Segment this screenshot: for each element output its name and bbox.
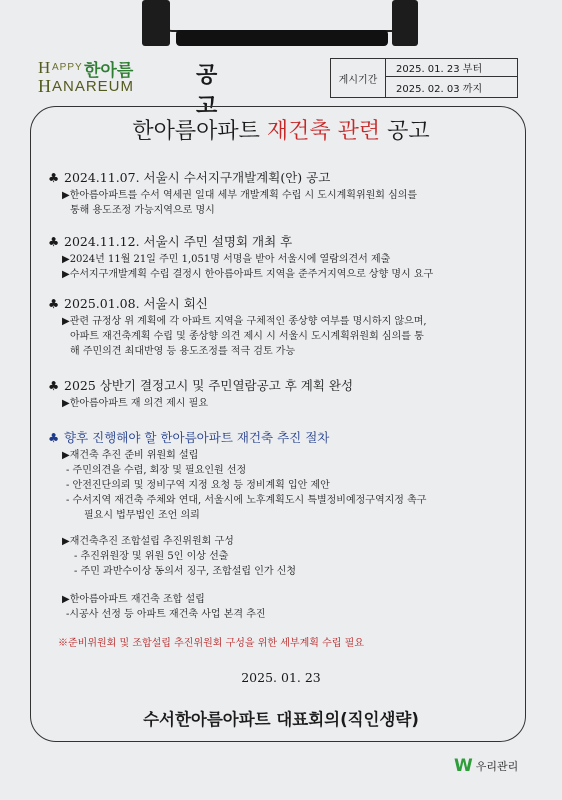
logo-english-text: ANAREUM bbox=[52, 78, 135, 95]
section-heading-text: 2024.11.07. 서울시 수서지구개발계획(안) 공고 bbox=[64, 170, 331, 185]
procedure-line: - 수서지역 재건축 주체와 연대, 서울시에 노후계획도시 특별정비예정구역지정 촉구 bbox=[66, 495, 427, 506]
section-heading bbox=[48, 376, 528, 394]
section-heading bbox=[48, 232, 528, 250]
section-2 bbox=[48, 232, 528, 282]
procedure-line: - 주민 과반수이상 동의서 징구, 조합설립 인가 신청 bbox=[74, 566, 297, 577]
section-heading-text: 2024.11.12. 서울시 주민 설명회 개최 후 bbox=[64, 234, 293, 249]
woori-logo-icon: W bbox=[454, 756, 473, 776]
procedure-group-3 bbox=[48, 592, 528, 622]
logo-korean-text: 한아름 bbox=[84, 61, 134, 81]
procedure-line: ▶재건축추진 조합설립 추진위원회 구성 bbox=[62, 536, 234, 547]
section-heading bbox=[48, 168, 528, 186]
procedure-note bbox=[48, 636, 528, 651]
section-3 bbox=[48, 294, 528, 359]
section-heading-text: 2025 상반기 결정고시 및 주민열람공고 후 계획 완성 bbox=[64, 378, 354, 393]
club-icon: ♣ bbox=[48, 296, 60, 311]
section-line: ▶관련 규정상 위 계획에 각 아파트 지역을 구체적인 종상향 여부를 명시하지 않으며, bbox=[62, 316, 427, 327]
footer-brand-text: 우리관리 bbox=[475, 760, 519, 773]
procedure-heading-text: 향후 진행해야 할 한아름아파트 재건축 추진 절차 bbox=[64, 430, 330, 445]
posting-end: 2025. 02. 03 까지 bbox=[396, 84, 483, 95]
procedure-line: - 안전진단의뢰 및 정비구역 지정 요청 등 정비계획 입안 제안 bbox=[66, 480, 330, 491]
posting-period-label: 게시기간 bbox=[331, 59, 386, 97]
section-line: ▶한아름아파트를 수서 역세권 일대 세부 개발계획 수립 시 도시계획위원회 심의를 bbox=[62, 190, 418, 201]
hanareum-logo bbox=[40, 56, 160, 100]
binder-clip-bar bbox=[176, 30, 388, 46]
notice-heading: 공 고 bbox=[196, 63, 242, 119]
footer-brand bbox=[454, 756, 518, 776]
section-line: 아파트 재건축계획 수립 및 종상향 의견 제시 시 서울시 도시계획위원회 심의를 통 bbox=[70, 331, 424, 342]
procedure-line: ▶재건축 추진 준비 위원회 설립 bbox=[62, 450, 199, 461]
procedure-line: - 주민의견을 수렴, 회장 및 필요인원 선정 bbox=[66, 465, 247, 476]
procedure-line: -시공사 선정 등 아파트 재건축 사업 본격 추진 bbox=[66, 609, 266, 620]
section-heading-text: 2025.01.08. 서울시 회신 bbox=[64, 296, 208, 311]
binder-clip-wire bbox=[158, 0, 410, 32]
posting-period-table bbox=[330, 58, 518, 98]
club-icon: ♣ bbox=[48, 170, 60, 185]
binder-clip-left bbox=[142, 0, 170, 46]
document-title bbox=[0, 114, 562, 145]
note-text: ※준비위원회 및 조합설립 추진위원회 구성을 위한 세부계획 수립 필요 bbox=[58, 638, 364, 649]
section-line: ▶수서지구개발계획 수립 결정시 한아름아파트 지역을 준주거지역으로 상향 명시 요구 bbox=[62, 269, 434, 280]
svg-text:H: H bbox=[38, 76, 51, 94]
title-part1: 한아름아파트 bbox=[132, 119, 260, 144]
club-icon: ♣ bbox=[48, 234, 60, 249]
procedure-line: - 추진위원장 및 위원 5인 이상 선출 bbox=[74, 551, 229, 562]
posting-start: 2025. 01. 23 부터 bbox=[386, 59, 517, 77]
section-line: 해 주민의견 최대반영 등 용도조정를 적극 검토 가능 bbox=[70, 346, 296, 357]
section-line: ▶2024년 11월 21일 주민 1,051명 서명을 받아 서울시에 열람의견서 제출 bbox=[62, 254, 391, 265]
title-part2: 재건축 관련 bbox=[266, 119, 381, 144]
logo-happy-text: APPY bbox=[52, 62, 83, 73]
title-part3: 공고 bbox=[387, 119, 430, 144]
notice-date: 2025. 01. 23 bbox=[241, 670, 321, 685]
logo-h2-icon bbox=[38, 76, 52, 94]
svg-text:H: H bbox=[38, 58, 51, 76]
procedure-heading bbox=[48, 428, 528, 446]
logo-h-icon bbox=[38, 58, 52, 76]
signature: 수서한아름아파트 대표회의(직인생략) bbox=[143, 710, 419, 729]
procedure-section bbox=[48, 428, 528, 523]
section-line: 통해 용도조정 가능지역으로 명시 bbox=[70, 205, 215, 216]
section-heading bbox=[48, 294, 528, 312]
procedure-group-2 bbox=[48, 534, 528, 579]
section-4 bbox=[48, 376, 528, 411]
club-icon: ♣ bbox=[48, 430, 60, 445]
binder-clip-right bbox=[392, 0, 418, 46]
section-1 bbox=[48, 168, 528, 218]
procedure-line: ▶한아름아파트 재건축 조합 설립 bbox=[62, 594, 205, 605]
club-icon: ♣ bbox=[48, 378, 60, 393]
section-line: ▶한아름아파트 재 의견 제시 필요 bbox=[62, 398, 208, 409]
procedure-line: 필요시 법무법인 조언 의뢰 bbox=[84, 510, 200, 521]
